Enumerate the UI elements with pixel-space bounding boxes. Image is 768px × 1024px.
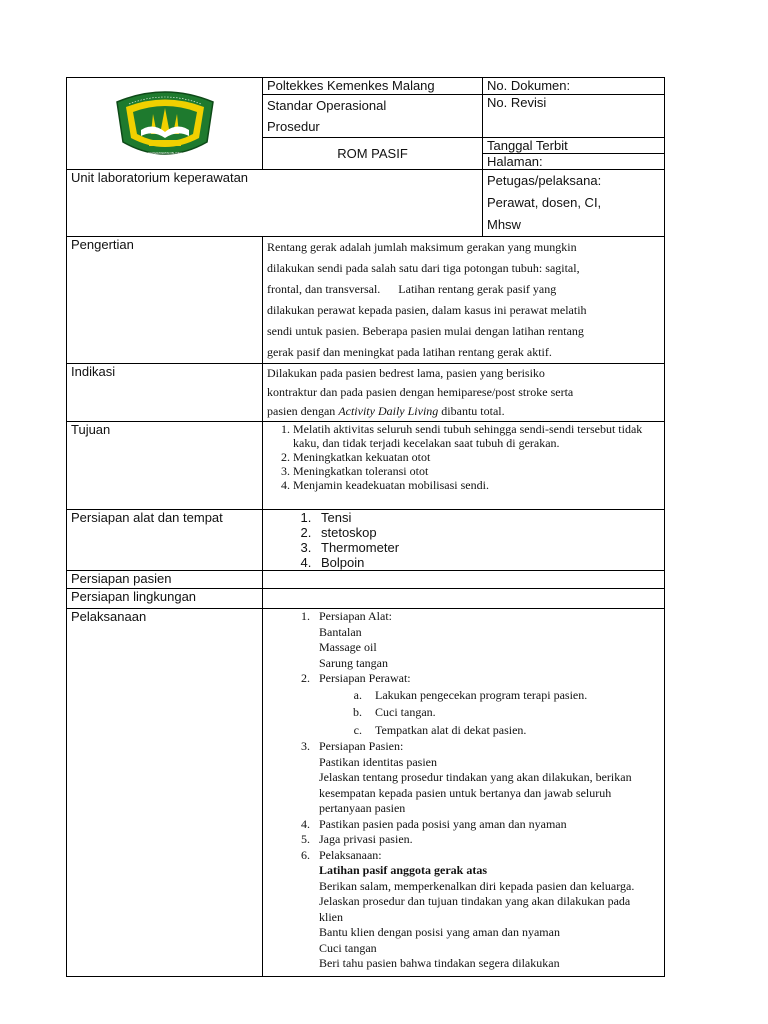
step-line: Sarung tangan: [319, 655, 388, 670]
indikasi-text: [263, 364, 665, 422]
persiapan-alat-list: [267, 510, 660, 570]
pengertian-line: sendi untuk pasien. Beberapa pasien mulai dengan latihan rentang: [267, 324, 584, 338]
issue-date-label: Tanggal Terbit: [483, 138, 665, 154]
persiapan-alat-text: [263, 510, 665, 571]
list-item: 4. Bolpoin: [315, 555, 660, 570]
institution-name: Poltekkes Kemenkes Malang: [263, 78, 483, 95]
step-subtitle: Latihan pasif anggota gerak atas: [319, 863, 488, 877]
pengertian-line: dilakukan sendi pada salah satu dari tiga potongan tubuh: sagital,: [267, 261, 580, 275]
revision-label: No. Revisi: [483, 95, 665, 138]
page-label: Halaman:: [483, 154, 665, 170]
tujuan-list: [267, 422, 660, 492]
persiapan-pasien-label: Persiapan pasien: [67, 571, 263, 589]
indikasi-text-fragment: pasien dengan: [267, 404, 339, 418]
list-item: 3. Meningkatkan toleransi otot: [293, 464, 660, 478]
list-item: 1. Tensi: [315, 510, 660, 525]
tujuan-label: Tujuan: [67, 422, 263, 510]
pelaksanaan-text: [263, 609, 665, 977]
step-line: Bantu klien dengan posisi yang aman dan nyaman: [319, 925, 560, 939]
sop-title-line1: Standar Operasional: [267, 98, 387, 113]
step-line: Beri tahu pasien bahwa tindakan segera dilakukan: [319, 956, 560, 970]
list-item: 4. Menjamin keadekuatan mobilisasi sendi.: [293, 478, 660, 492]
sop-document: [66, 77, 664, 977]
step-privasi: 5. Jaga privasi pasien.: [313, 832, 652, 848]
step-line: Jelaskan prosedur dan tujuan tindakan yang akan dilakukan pada klien: [319, 894, 631, 924]
indikasi-italic-term: Activity Daily Living: [338, 404, 439, 418]
pengertian-text: [263, 237, 665, 364]
step-persiapan-perawat: [313, 671, 652, 739]
step-posisi: 4. Pastikan pasien pada posisi yang aman dan nyaman: [313, 817, 652, 833]
list-item: b. Cuci tangan.: [365, 704, 652, 722]
step-title: 1. Persiapan Alat:: [319, 609, 392, 623]
pengertian-line: frontal, dan transversal. Latihan rentang gerak pasif yang: [267, 282, 557, 296]
step-line: Bantalan: [319, 624, 362, 639]
indikasi-line: kontraktur dan pada pasien dengan hemiparese/post stroke serta: [267, 385, 574, 399]
step-line: Cuci tangan: [319, 940, 377, 955]
officer-label: Petugas/pelaksana:: [487, 173, 602, 188]
perawat-sublist: [319, 687, 652, 740]
persiapan-alat-label: Persiapan alat dan tempat: [67, 510, 263, 571]
doc-number-label: No. Dokumen:: [483, 78, 665, 95]
indikasi-label: Indikasi: [67, 364, 263, 422]
procedure-title: ROM PASIF: [263, 138, 483, 170]
indikasi-line: [267, 402, 660, 421]
step-title: 6. Pelaksanaan:: [319, 847, 382, 862]
unit-label: Unit laboratorium keperawatan: [67, 170, 483, 237]
list-item: 2. Meningkatkan kekuatan otot: [293, 450, 660, 464]
list-item: a. Lakukan pengecekan program terapi pasien.: [365, 687, 652, 705]
step-persiapan-alat: [313, 609, 652, 671]
step-line: Massage oil: [319, 640, 377, 654]
institution-logo-icon: [109, 84, 221, 164]
officer-cell: [483, 170, 665, 237]
list-item: 1. Melatih aktivitas seluruh sendi tubuh sehingga sendi-sendi tersebut tidak kaku, dan tidak terjadi kecelakan saat tubuh di gerakan.: [293, 422, 660, 450]
list-item: 3. Thermometer: [315, 540, 660, 555]
persiapan-pasien-value: [263, 571, 665, 589]
pengertian-label: Pengertian: [67, 237, 263, 364]
list-item: 2. stetoskop: [315, 525, 660, 540]
persiapan-lingkungan-label: Persiapan lingkungan: [67, 589, 263, 609]
step-title: 3. Persiapan Pasien:: [319, 739, 404, 753]
step-line: Jelaskan tentang prosedur tindakan yang akan dilakukan, berikan kesempatan kepada pasien untuk bertanya dan jawab seluruh pertanyaan pasien: [319, 770, 632, 815]
step-line: Berikan salam, memperkenalkan diri kepada pasien dan keluarga.: [319, 878, 635, 893]
tujuan-text: [263, 422, 665, 510]
indikasi-text-fragment: dibantu total.: [438, 404, 505, 418]
pengertian-line: Rentang gerak adalah jumlah maksimum gerakan yang mungkin: [267, 240, 577, 254]
persiapan-lingkungan-value: [263, 589, 665, 609]
step-title: 2. Persiapan Perawat:: [319, 671, 411, 685]
sop-title-line2: Prosedur: [267, 119, 320, 134]
step-persiapan-pasien: [313, 739, 652, 817]
indikasi-line: Dilakukan pada pasien bedrest lama, pasien yang berisiko: [267, 366, 545, 380]
officer-line1: Perawat, dosen, CI,: [487, 195, 602, 210]
pelaksanaan-label: Pelaksanaan: [67, 609, 263, 977]
step-pelaksanaan: [313, 848, 652, 972]
officer-line2: Mhsw: [487, 217, 521, 232]
logo-caption: KEPERAWATAN BLITAR: [147, 150, 182, 155]
step-line: Pastikan identitas pasien: [319, 754, 437, 769]
pengertian-line: dilakukan perawat kepada pasien, dalam kasus ini perawat melatih: [267, 303, 587, 317]
logo-cell: [67, 78, 263, 170]
pelaksanaan-list: [267, 609, 660, 972]
pengertian-line: gerak pasif dan meningkat pada latihan rentang gerak aktif.: [267, 345, 552, 359]
sop-title-cell: [263, 95, 483, 138]
list-item: c. Tempatkan alat di dekat pasien.: [365, 722, 652, 740]
sop-table: [66, 77, 665, 977]
